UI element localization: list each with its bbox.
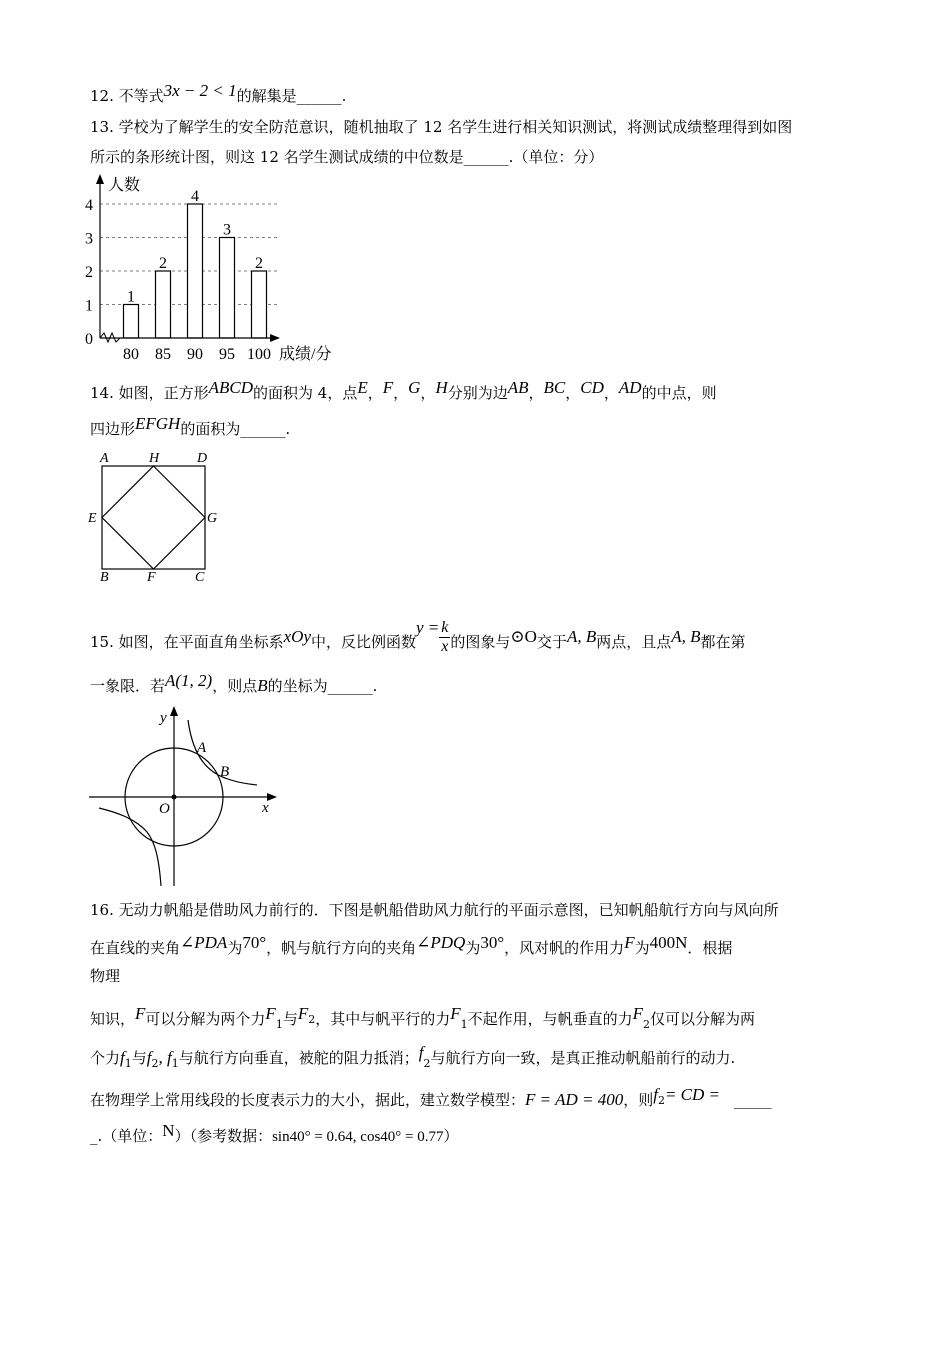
- y-axis-label: 人数: [108, 177, 141, 194]
- q13-line2: 所示的条形统计图，则这 12 名学生测试成绩的中位数是______.（单位：分）: [90, 148, 604, 166]
- data-label: 4: [191, 188, 199, 205]
- quad-efgh: [102, 466, 205, 569]
- q12-number: 12. 不等式: [90, 87, 164, 105]
- label-o: O: [159, 801, 170, 817]
- q13-line1: 13. 学校为了解学生的安全防范意识，随机抽取了 12 名学生进行相关知识测试，将测试成绩整理得到如图: [90, 118, 793, 136]
- origin-dot: [172, 795, 177, 800]
- coordinate-figure: [85, 700, 285, 890]
- bar-80: [124, 305, 139, 339]
- function-y: y =: [416, 618, 440, 637]
- y-tick-label: 2: [85, 264, 93, 281]
- circle-o: ⊙O: [510, 627, 537, 646]
- q16-line3: 物理: [90, 967, 121, 985]
- angle-pda: ∠PDA: [180, 933, 228, 952]
- label-E: E: [88, 511, 97, 526]
- q12-expression: 3x − 2 < 1: [163, 81, 237, 100]
- y-tick-label: 0: [85, 331, 93, 348]
- coord-system: xOy: [283, 627, 311, 646]
- y-axis-arrow: [170, 706, 178, 716]
- q16-line1: 16. 无动力帆船是借助风力前行的．下图是帆船借助风力航行的平面示意图，已知帆船航行方向与风向所: [90, 901, 779, 919]
- label-H: H: [149, 451, 160, 466]
- x-axis-arrow: [270, 334, 280, 342]
- label-F: F: [147, 570, 156, 585]
- fraction-k-over-x: $\frac{k}{x}$: [441, 618, 449, 655]
- q12-tail: 的解集是______.: [236, 87, 347, 105]
- q16-line6: 在物理学上常用线段的长度表示力的大小，据此，建立数学模型：F = AD = 400，则$f_2=$ CD = _____: [90, 1085, 772, 1109]
- bar-chart: [80, 172, 370, 367]
- x-tick-label: 80: [123, 346, 139, 363]
- bar-90: [188, 204, 203, 338]
- label-b: B: [220, 764, 230, 780]
- label-B: B: [100, 570, 109, 585]
- bar-100: [252, 271, 267, 338]
- data-label: 2: [159, 255, 167, 272]
- q16-line4: 知识，F可以分解为两个力$F_1$与$F_2$，其中与帆平行的力$F_1$不起作用，与帆垂直的力$F_2$仅可以分解为两: [90, 1004, 756, 1031]
- label-x: x: [262, 800, 269, 816]
- x-tick-label: 100: [247, 346, 271, 363]
- x-axis-label: 成绩/分: [279, 346, 332, 363]
- quad-name: EFGH: [135, 414, 181, 433]
- label-G: G: [207, 511, 218, 526]
- square-figure: [85, 446, 225, 591]
- q15-line2: 一象限．若A(1, 2)，则点B的坐标为______.: [90, 671, 378, 695]
- label-A: A: [100, 451, 109, 466]
- q15-line1: 15. 如图，在平面直角坐标系xOy中，反比例函数y = $\frac{k}{x}$ 的图象与⊙O交于A, B两点，且点A, B都在第: [90, 618, 746, 655]
- q16-line2: 在直线的夹角∠PDA为70°，帆与航行方向的夹角∠PDQ为30°，风对帆的作用力F为400N．根据: [90, 933, 733, 957]
- data-label: 3: [223, 221, 231, 239]
- point-a: A(1, 2): [165, 671, 213, 690]
- x-tick-label: 85: [155, 346, 171, 363]
- data-label: 2: [255, 255, 263, 272]
- q12-line: [90, 81, 347, 106]
- y-tick-label: 3: [85, 230, 93, 248]
- x-tick-label: 95: [219, 346, 235, 363]
- q16-line5: 个力$f_1$与$f_2$, $f_1$与航行方向垂直，被舵的阻力抵消；$f_2$与航行方向一致，是真正推动帆船前行的动力.: [90, 1043, 736, 1070]
- y-axis-arrow: [96, 174, 104, 184]
- x-tick-label: 90: [187, 346, 203, 363]
- q14-line2: 四边形EFGH的面积为______.: [90, 414, 291, 438]
- label-y: y: [160, 710, 167, 726]
- bar-85: [156, 271, 171, 338]
- reference-data: sin40° = 0.64, cos40° = 0.77: [272, 1129, 444, 1145]
- model-equation: F = AD = 400: [525, 1090, 624, 1109]
- label-a: A: [197, 740, 207, 756]
- label-C: C: [195, 570, 205, 585]
- label-D: D: [197, 451, 208, 466]
- square-name: ABCD: [208, 378, 254, 397]
- y-tick-label: 4: [85, 197, 93, 214]
- q16-line7: _.（单位：N）（参考数据：sin40° = 0.64, cos40° = 0.77）: [90, 1121, 459, 1145]
- q14-line1: 14. 如图，正方形ABCD的面积为 4，点E，F，G，H分别为边AB，BC，CD，AD的中点，则: [90, 378, 717, 402]
- bar-95: [220, 238, 235, 339]
- y-tick-label: 1: [85, 297, 93, 315]
- data-label: 1: [127, 288, 135, 306]
- square-abcd: [102, 466, 205, 569]
- angle-pdq: ∠PDQ: [416, 933, 466, 952]
